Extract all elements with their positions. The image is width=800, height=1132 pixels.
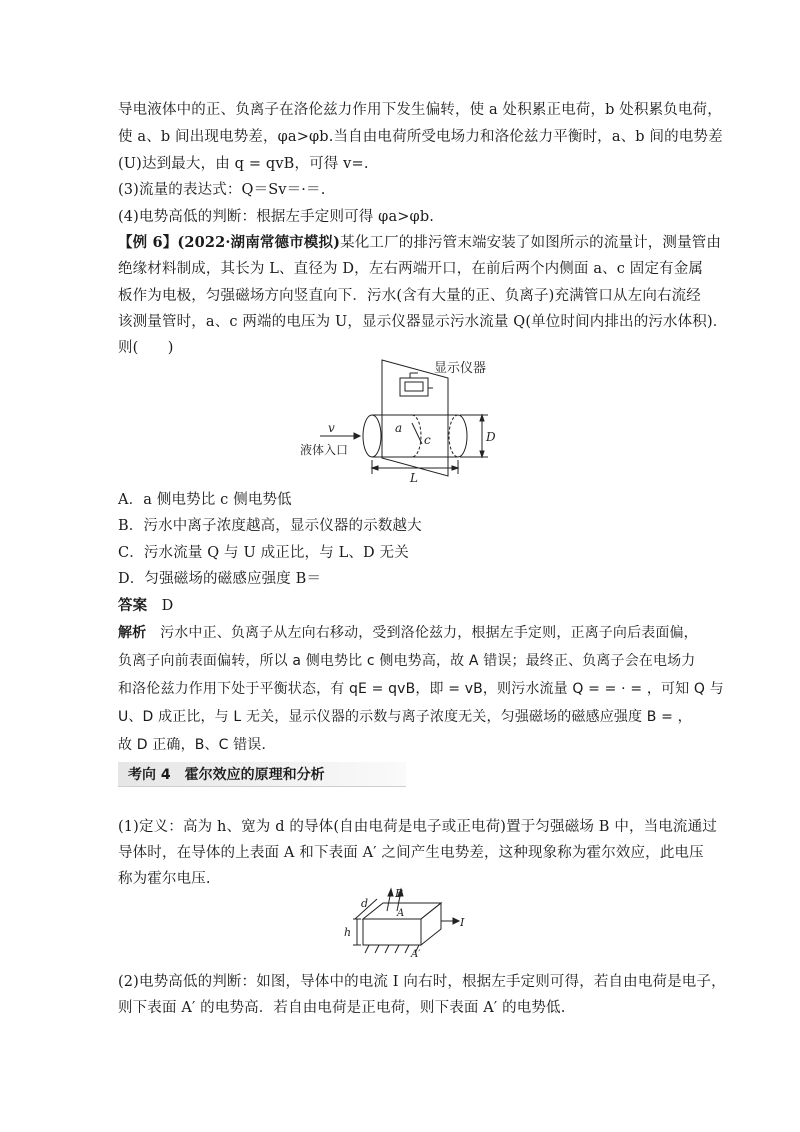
potential-judgement-line: (4)电势高低的判断：根据左手定则可得 φa>φb. (118, 209, 435, 225)
field-b-label: B (395, 887, 404, 900)
velocity-label: v (328, 421, 335, 435)
example-source: (2022·湖南常德市模拟) (177, 234, 341, 251)
judgement-line: (2)电势高低的判断：如图，导体中的电流 I 向右时，根据左手定则可得，若自由电荷是电子， (118, 974, 726, 990)
paragraph-line: 导电液体中的正、负离子在洛伦兹力作用下发生偏转，使 a 处积累正电荷，b 处积累负电荷， (118, 102, 722, 118)
analysis-line: U、D 成正比，与 L 无关，显示仪器的示数与离子浓度无关，匀强磁场的磁感应强度 B = ， (118, 709, 692, 725)
height-h-label: h (344, 926, 352, 939)
option-b: B．污水中离子浓度越高，显示仪器的示数越大 (118, 518, 422, 534)
bottom-face-a-prime-label: A′ (411, 949, 421, 960)
definition-line: 导体时，在导体的上表面 A 和下表面 A′ 之间产生电势差，这种现象称为霍尔效应，此电压 (118, 845, 704, 861)
magnet-plate (382, 360, 448, 476)
length-label: L (410, 471, 418, 483)
hall-effect-figure (335, 885, 470, 960)
inlet-label: 液体入口 (300, 443, 349, 457)
top-face-a-label: A (397, 908, 405, 919)
paragraph-line: 使 a、b 间出现电势差，φa>φb.当自由电荷所受电场力和洛伦兹力平衡时，a、b 间的电势差 (118, 129, 723, 145)
flowmeter-figure (300, 358, 510, 483)
example-line: 则( ) (118, 340, 174, 356)
diameter-label: D (486, 430, 496, 444)
option-d: D．匀强磁场的磁感应强度 B＝ (118, 571, 322, 587)
analysis-line-1 (118, 623, 698, 643)
judgement-line: 则下表面 A′ 的电势高．若自由电荷是正电荷，则下表面 A′ 的电势低. (118, 1000, 566, 1016)
display-box (400, 378, 428, 396)
electrode-c-label: c (424, 433, 431, 447)
flow-formula-line: (3)流量的表达式：Q＝Sv＝·＝. (118, 182, 326, 198)
answer-line (118, 596, 173, 616)
analysis-line: 和洛伦兹力作用下处于平衡状态，有 qE = qvB，即 = vB，则污水流量 Q = = · = ，可知 Q 与 (118, 681, 724, 697)
width-d-label: d (361, 897, 369, 910)
analysis-text: 污水中正、负离子从左向右移动，受到洛伦兹力，根据左手定则，正离子向后表面偏， (160, 625, 698, 641)
conductor-side-face (421, 903, 441, 945)
option-c: C．污水流量 Q 与 U 成正比，与 L、D 无关 (118, 545, 409, 561)
section-title: 考向 4 霍尔效应的原理和分析 (128, 767, 325, 783)
current-i-label: I (460, 916, 465, 929)
definition-line: 称为霍尔电压. (118, 871, 211, 887)
electrode-a-label: a (395, 421, 403, 435)
analysis-line: 故 D 正确，B、C 错误． (118, 737, 276, 753)
answer-label: 答案 (118, 597, 148, 614)
example-line: 该测量管时，a、c 两端的电压为 U，显示仪器显示污水流量 Q(单位时间内排出的污水体积)． (118, 314, 728, 330)
option-a: A．a 侧电势比 c 侧电势低 (118, 492, 292, 508)
analysis-label: 解析 (118, 625, 147, 641)
example-line: 绝缘材料制成，其长为 L、直径为 D，左右两端开口，在前后两个内侧面 a、c 固定有金属 (118, 261, 704, 277)
example-tag: 【例 6】 (118, 234, 178, 251)
example-line: 板作为电极，匀强磁场方向竖直向下．污水(含有大量的正、负离子)充满管口从左向右流经 (118, 288, 701, 304)
example-6-line-1 (118, 233, 721, 253)
conductor-front-face (363, 919, 421, 945)
answer-value: D (161, 598, 174, 614)
display-label: 显示仪器 (434, 361, 487, 376)
section-header (118, 762, 406, 787)
example-text: 某化工厂的排污管末端安装了如图所示的流量计，测量管由 (340, 235, 722, 251)
pipe-left-end (363, 415, 381, 457)
analysis-line: 负离子向前表面偏转，所以 a 侧电势比 c 侧电势高，故 A 错误；最终正、负离子会在电场力 (118, 653, 696, 669)
definition-line: (1)定义：高为 h、宽为 d 的导体(自由电荷是电子或正电荷)置于匀强磁场 B 中，当电流通过 (118, 819, 717, 835)
paragraph-line: (U)达到最大，由 q = qvB，可得 v=. (118, 156, 369, 172)
